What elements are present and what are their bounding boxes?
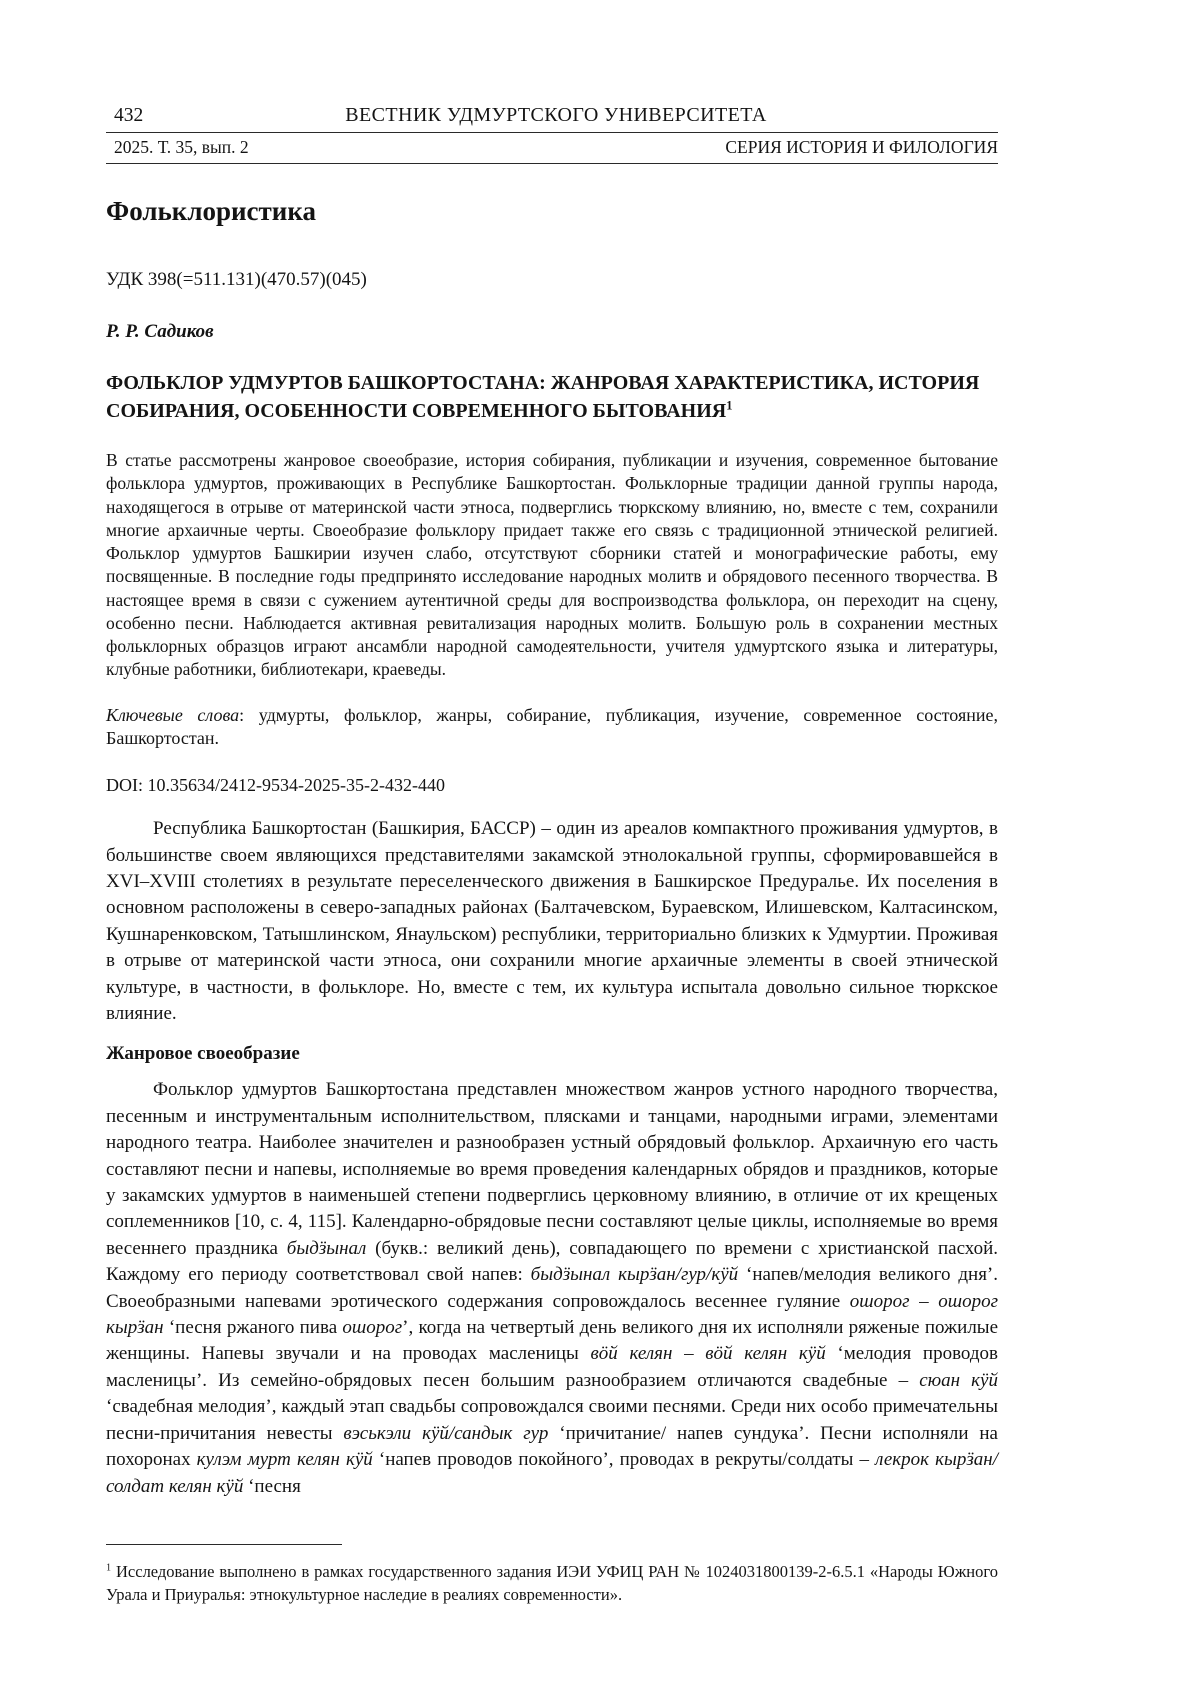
folklore-term: быдӟынал кырӟан/гур/кӱй: [530, 1264, 739, 1286]
paragraph-text: ‘причитание/ напев сундука’. Песни исполняли на похоронах: [106, 1422, 998, 1471]
keywords-label: Ключевые слова: [106, 704, 240, 725]
paragraph-text: Фольклор удмуртов Башкортостана представлен множеством жанров устного народного творчества, песенным и инструментальным исполнительством, плясками и танцами, народными играми, элементами народного театра. Наиболее значителен и разнообразен устный обрядовый фольклор. Архаичную его часть составляют песни и напевы, исполняемые во время проведения календарных обрядов и праздников, которые у закамских удмуртов в наименьшей степени подверглись церковному влиянию, в отличие от их крещеных соплеменников [10, с. 4, 115]. Календарно-обрядовые песни составляют целые циклы, исполняемые во время весеннего праздника: [106, 1079, 998, 1259]
folklore-term: вӧй келян – вӧй келян кӱй: [590, 1343, 826, 1365]
footnote-mark: 1: [106, 1562, 112, 1574]
udc-code: УДК 398(=511.131)(470.57)(045): [106, 269, 367, 290]
body-paragraph: [106, 1077, 998, 1500]
series-title: СЕРИЯ ИСТОРИЯ И ФИЛОЛОГИЯ: [725, 137, 998, 157]
body-paragraph: [106, 816, 998, 1027]
paragraph-text: ‘песня ржаного пива: [163, 1317, 343, 1339]
article-body: [106, 816, 998, 1500]
folklore-term: ошорог: [342, 1317, 403, 1339]
journal-header-row-2: [106, 133, 998, 164]
paragraph-text: (букв.: великий день), совпадающего по времени с христианской пасхой. Каждому его периоду соответствовал свой напев:: [106, 1237, 998, 1286]
folklore-term: кулэм мурт келян кӱй: [196, 1449, 373, 1471]
article-title: [106, 369, 998, 425]
paragraph-text: ‘песня: [243, 1475, 301, 1497]
keywords-line: [106, 704, 998, 752]
journal-header-row-1: [106, 104, 998, 133]
article-title-text: ФОЛЬКЛОР УДМУРТОВ БАШКОРТОСТАНА: ЖАНРОВАЯ ХАРАКТЕРИСТИКА, ИСТОРИЯ СОБИРАНИЯ, ОСОБЕННОСТИ СОВРЕМЕННОГО БЫТОВАНИЯ: [106, 372, 980, 422]
folklore-term: сюан кӱй: [919, 1369, 998, 1391]
doi-line: DOI: 10.35634/2412-9534-2025-35-2-432-440: [106, 775, 445, 796]
footnote-rule: [106, 1544, 342, 1545]
paragraph-text: ’, когда на четвертый день великого дня их исполняли ряженые пожилые женщины. Напевы звучали и на проводах масленицы: [106, 1317, 998, 1365]
title-footnote-mark: 1: [726, 398, 733, 413]
paragraph-text: ‘напев проводов покойного’, проводах в рекруты/солдаты –: [372, 1449, 876, 1471]
keywords-text: : удмурты, фольклор, жанры, собирание, публикация, изучение, современное состояние, Башкортостан.: [106, 704, 998, 749]
paragraph-text: ‘напев/мелодия великого дня’. Своеобразными напевами эротического содержания сопровождалось весеннее гуляние: [106, 1264, 999, 1312]
folklore-term: быдӟынал: [286, 1237, 367, 1259]
author-name: Р. Р. Садиков: [106, 321, 214, 342]
footnote-text: [106, 1561, 998, 1606]
footnote-body: Исследование выполнено в рамках государственного задания ИЭИ УФИЦ РАН № 1024031800139-2-6.5.1 «Народы Южного Урала и Приуралья: этнокультурное наследие в реалиях современности».: [106, 1562, 998, 1604]
paragraph-text: ‘свадебная мелодия’, каждый этап свадьбы сопровождался своими песнями. Среди них особо примечательны песни-причитания невесты: [106, 1396, 998, 1444]
page-number: 432: [114, 105, 144, 126]
folklore-term: ошорог – ошорог кырӟан: [106, 1290, 998, 1339]
journal-header: [106, 104, 998, 164]
paragraph-text: ‘мелодия проводов масленицы’. Из семейно-обрядовых песен большим разнообразием отличаются свадебные –: [106, 1343, 998, 1391]
journal-title: ВЕСТНИК УДМУРТСКОГО УНИВЕРСИТЕТА: [345, 104, 767, 126]
issue-info: 2025. Т. 35, вып. 2: [114, 137, 249, 157]
section-heading: Жанровое своеобразие: [106, 1043, 300, 1065]
rubric-heading: Фольклористика: [106, 196, 316, 226]
folklore-term: вэськэли кӱй/сандык гур: [343, 1422, 549, 1444]
abstract-text: В статье рассмотрены жанровое своеобразие, история собирания, публикации и изучения, современное бытование фольклора удмуртов, проживающих в Республике Башкортостан. Фольклорные традиции данной группы народа, находящегося в отрыве от материнской части этноса, подверглись тюркскому влиянию, но, вместе с тем, сохранили многие архаичные черты. Своеобразие фольклору придает также его связь с традиционной этнической религией. Фольклор удмуртов Башкирии изучен слабо, отсутствуют сборники статей и монографические работы, ему посвященные. В последние годы предпринято исследование народных молитв и обрядового песенного творчества. В настоящее время в связи с сужением аутентичной среды для воспроизводства фольклора, он переходит на сцену, особенно песни. Наблюдается активная ревитализация народных молитв. Большую роль в сохранении местных фольклорных образцов играют ансамбли народной самодеятельности, учителя удмуртского языка и литературы, клубные работники, библиотекари, краеведы.: [106, 450, 998, 680]
folklore-term: лекрок кырӟан/солдат келян кӱй: [106, 1449, 998, 1497]
footnote-block: [106, 1544, 998, 1606]
paragraph-text: Республика Башкортостан (Башкирия, БАССР) – один из ареалов компактного проживания удмуртов, в большинстве своем являющихся представителями закамской этнолокальной группы, сформировавшейся в XVI–XVIII столетиях в результате переселенческого движения в Башкирское Предуралье. Их поселения в основном расположены в северо-западных районах (Балтачевском, Бураевском, Илишевском, Калтасинском, Кушнаренковском, Татышлинском, Янаульском) республики, территориально близких к Удмуртии. Проживая в отрыве от материнской части этноса, они сохранили многие архаичные элементы в своей этнической культуре, в частности, в фольклоре. Но, вместе с тем, их культура испытала довольно сильное тюркское влияние.: [106, 818, 998, 1024]
